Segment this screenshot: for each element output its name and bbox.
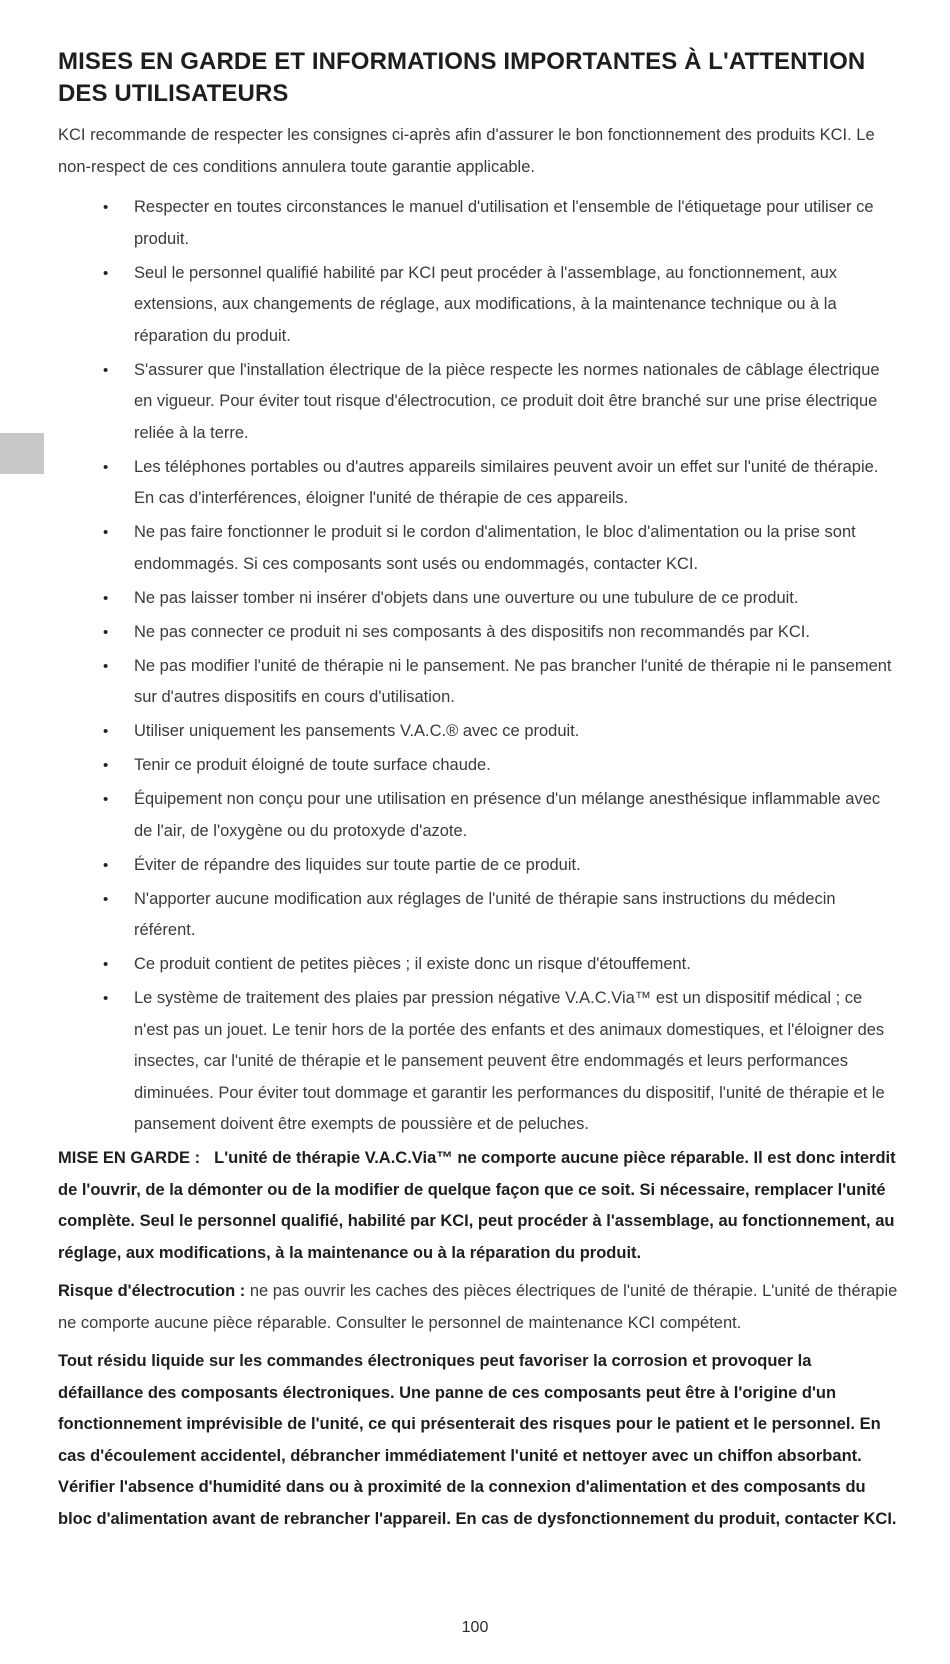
list-item: • Les téléphones portables ou d'autres appareils similaires peuvent avoir un effet sur l'unité de thérapie. En cas d'interférences, éloigner l'unité de thérapie de ces appareils.	[134, 452, 898, 515]
list-item: • Le système de traitement des plaies par pression négative V.A.C.Via™ est un dispositif médical ; ce n'est pas un jouet. Le tenir hors de la portée des enfants et des animaux domestiques, et l'éloigner des insectes, car l'unité de thérapie et le pansement peuvent être endommagés et leurs performances diminuées. Pour éviter tout dommage et garantir les performances du dispositif, l'unité de thérapie et le pansement doivent être exempts de poussière et de peluches.	[134, 983, 898, 1141]
page-title: MISES EN GARDE ET INFORMATIONS IMPORTANTES À L'ATTENTION DES UTILISATEURS	[58, 48, 866, 107]
list-item: • N'apporter aucune modification aux réglages de l'unité de thérapie sans instructions du médecin référent.	[134, 884, 898, 947]
list-item: • Seul le personnel qualifié habilité par KCI peut procéder à l'assemblage, au fonctionnement, aux extensions, aux changements de réglage, aux modifications, à la maintenance technique ou à la réparation du produit.	[134, 258, 898, 353]
risk-text: ne pas ouvrir les caches des pièces électriques de l'unité de thérapie. L'unité de thérapie ne comporte aucune pièce réparable. Consulter le personnel de maintenance KCI compétent.	[58, 1282, 898, 1332]
list-item: • Équipement non conçu pour une utilisation en présence d'un mélange anesthésique inflammable avec de l'air, de l'oxygène ou du protoxyde d'azote.	[134, 784, 898, 847]
list-item: • Ne pas laisser tomber ni insérer d'objets dans une ouverture ou une tubulure de ce produit.	[134, 583, 898, 615]
list-item: • Ne pas faire fonctionner le produit si le cordon d'alimentation, le bloc d'alimentation ou la prise sont endommagés. Si ces composants sont usés ou endommagés, contacter KCI.	[134, 517, 898, 580]
warning-paragraph	[58, 1143, 898, 1269]
page-number: 100	[461, 1619, 489, 1636]
list-item: • Tenir ce produit éloigné de toute surface chaude.	[134, 750, 898, 782]
list-item: • Ce produit contient de petites pièces ; il existe donc un risque d'étouffement.	[134, 949, 898, 981]
list-item: • Éviter de répandre des liquides sur toute partie de ce produit.	[134, 850, 898, 882]
side-tab-marker	[0, 433, 44, 474]
warning-text: L'unité de thérapie V.A.C.Via™ ne comporte aucune pièce réparable. Il est donc interdit de l'ouvrir, de la démonter ou de la modifier de quelque façon que ce soit. Si nécessaire, remplacer l'unité complète. Seul le personnel qualifié, habilité par KCI, peut procéder à l'assemblage, au fonctionnement, au réglage, aux modifications, à la maintenance ou à la réparation du produit.	[58, 1149, 896, 1262]
list-item: • Utiliser uniquement les pansements V.A.C.® avec ce produit.	[134, 716, 898, 748]
intro-paragraph: KCI recommande de respecter les consignes ci-après afin d'assurer le bon fonctionnement des produits KCI. Le non-respect de ces conditions annulera toute garantie applicable.	[58, 126, 875, 176]
electrocution-risk-paragraph	[58, 1276, 898, 1339]
liquid-residue-paragraph: Tout résidu liquide sur les commandes électroniques peut favoriser la corrosion et provoquer la défaillance des composants électroniques. Une panne de ces composants peut être à l'origine d'un fonctionnement imprévisible de l'unité, ce qui présenterait des risques pour le patient et le personnel. En cas d'écoulement accidentel, débrancher immédiatement l'unité et nettoyer avec un chiffon absorbant. Vérifier l'absence d'humidité dans ou à proximité de la connexion d'alimentation et des composants du bloc d'alimentation avant de rebrancher l'appareil. En cas de dysfonctionnement du produit, contacter KCI.	[58, 1352, 897, 1528]
document-page	[58, 46, 898, 1535]
list-item: • S'assurer que l'installation électrique de la pièce respecte les normes nationales de câblage électrique en vigueur. Pour éviter tout risque d'électrocution, ce produit doit être branché sur une prise électrique reliée à la terre.	[134, 355, 898, 450]
precautions-list	[58, 192, 898, 1141]
list-item: • Ne pas connecter ce produit ni ses composants à des dispositifs non recommandés par KCI.	[134, 617, 898, 649]
warning-lead: MISE EN GARDE :	[58, 1149, 201, 1167]
risk-lead: Risque d'électrocution :	[58, 1282, 246, 1300]
list-item: • Ne pas modifier l'unité de thérapie ni le pansement. Ne pas brancher l'unité de thérapie ni le pansement sur d'autres dispositifs en cours d'utilisation.	[134, 651, 898, 714]
list-item: • Respecter en toutes circonstances le manuel d'utilisation et l'ensemble de l'étiquetage pour utiliser ce produit.	[134, 192, 898, 255]
